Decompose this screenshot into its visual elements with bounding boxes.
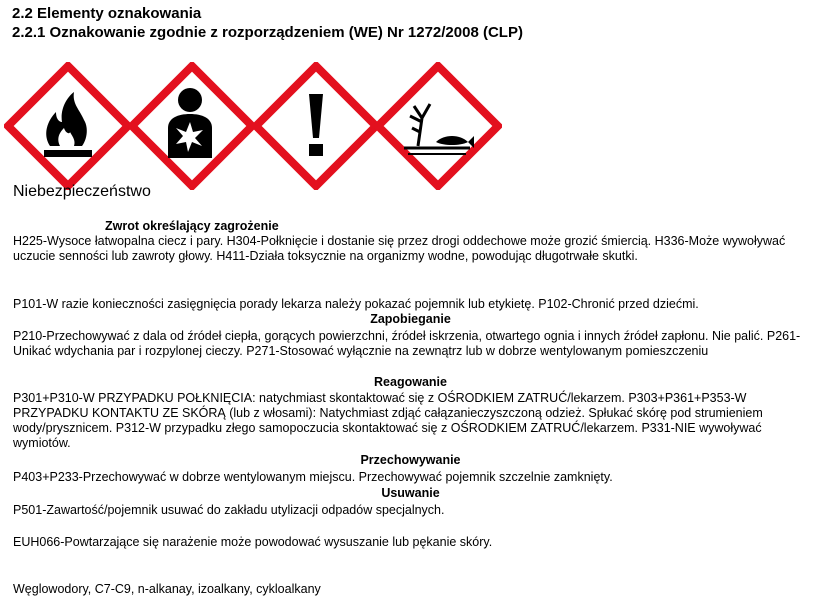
general-precautions: P101-W razie konieczności zasięgnięcia porady lekarza należy pokazać pojemnik lub etykietę. P102-Chronić przed dziećmi. xyxy=(13,297,699,311)
response-title: Reagowanie xyxy=(374,375,447,389)
hazard-statements: H225-Wysoce łatwopalna ciecz i pary. H304-Połknięcie i dostanie się przez drogi oddechowe może grozić śmiercią. H336-Może wywoływać uczucie senności lub zawroty głowy. H411-Działa toksycznie na organizmy wodne, powodując długotrwałe skutki. xyxy=(13,234,786,263)
subsection-heading: 2.2.1 Oznakowanie zgodnie z rozporządzeniem (WE) Nr 1272/2008 (CLP) xyxy=(12,24,523,41)
disposal-title: Usuwanie xyxy=(381,486,440,500)
storage-statements: P403+P233-Przechowywać w dobrze wentylowanym miejscu. Przechowywać pojemnik szczelnie zamknięty. xyxy=(13,470,613,484)
signal-word: Niebezpieczeństwo xyxy=(13,183,151,200)
disposal-statements: P501-Zawartość/pojemnik usuwać do zakładu utylizacji odpadów specjalnych. xyxy=(13,503,445,517)
health-hazard-icon xyxy=(128,62,256,190)
environment-icon xyxy=(374,62,502,190)
exclamation-icon xyxy=(252,62,380,190)
section-heading: 2.2 Elementy oznakowania xyxy=(12,5,202,22)
euh-statement: EUH066-Powtarzające się narażenie może powodować wysuszanie lub pękanie skóry. xyxy=(13,535,493,549)
hazard-title: Zwrot określający zagrożenie xyxy=(105,219,279,233)
prevention-statements: P210-Przechowywać z dala od źródeł ciepła, gorących powierzchni, źródeł iskrzenia, otwartego ognia i innych źródeł zapłonu. Nie palić. P261-Unikać wdychania par i rozpylonej cieczy. P271-Stosować wyłącznie na zewnątrz lub w dobrze wentylowanym pomieszczeniu xyxy=(13,329,801,358)
flame-icon xyxy=(4,62,132,190)
prevention-title: Zapobieganie xyxy=(370,312,451,326)
response-statements: P301+P310-W PRZYPADKU POŁKNIĘCIA: natychmiast skontaktować się z OŚRODKIEM ZATRUĆ/lekarzem. P303+P361+P353-W PRZYPADKU KONTAKTU ZE SKÓRĄ (lub z włosami): Natychmiast zdjąć całązanieczyszczoną odzież. Spłukać skórę pod strumieniem wody/prysznicem. P312-W przypadku złego samopoczucia skontaktować się z OŚRODKIEM ZATRUĆ/lekarzem. P331-NIE wywoływać wymiotów. xyxy=(13,391,763,450)
ingredients: Węglowodory, C7-C9, n-alkanay, izoalkany, cykloalkany xyxy=(13,582,321,596)
storage-title: Przechowywanie xyxy=(360,453,461,467)
